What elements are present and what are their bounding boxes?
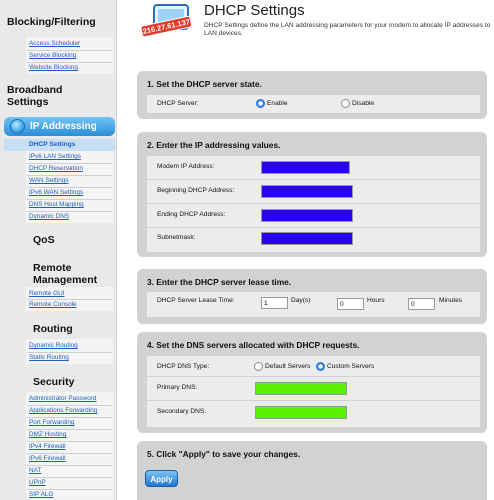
divider — [27, 441, 112, 442]
dhcp-server-row — [147, 95, 480, 113]
section-title: 3. Enter the DHCP server lease time. — [147, 277, 292, 287]
sidebar-item-ipv6-lan-settings[interactable]: IPv6 LAN Settings — [29, 153, 81, 160]
sidebar — [0, 0, 117, 500]
sidebar-heading-security: Security — [33, 376, 75, 388]
sidebar-item-sip-alg[interactable]: SIP ALG — [29, 491, 54, 498]
divider — [147, 227, 480, 228]
sidebar-item-ipv4-firewall[interactable]: IPv4 Firewall — [29, 443, 66, 450]
sidebar-item-administrator-password[interactable]: Administrator Password — [29, 395, 97, 402]
sidebar-item-dns-host-mapping[interactable]: DNS Host Mapping — [29, 201, 84, 208]
section-title: 4. Set the DNS servers allocated with DHCP requests. — [147, 340, 360, 350]
secondary-dns-input[interactable] — [255, 406, 347, 419]
sidebar-item-remote-console[interactable]: Remote Console — [29, 301, 77, 308]
divider — [27, 175, 112, 176]
sidebar-item-dmz-hosting[interactable]: DMZ Hosting — [29, 431, 67, 438]
dhcp-server-label: DHCP Server: — [157, 100, 199, 107]
lease-days-input[interactable] — [261, 297, 288, 309]
modem-ip-label: Modem IP Address: — [157, 163, 215, 170]
section-addressing — [137, 132, 487, 257]
dns-type-label: DHCP DNS Type: — [157, 363, 210, 370]
sidebar-item-label: DHCP Settings — [29, 141, 76, 148]
default-servers-label[interactable]: Default Servers — [265, 363, 311, 370]
days-unit-label: Day(s) — [291, 297, 311, 304]
divider — [147, 203, 480, 204]
sidebar-tab-ip-addressing[interactable] — [4, 117, 115, 136]
dhcp-logo-icon — [140, 3, 194, 41]
sidebar-item-wan-settings[interactable]: WAN Settings — [29, 177, 69, 184]
divider — [27, 429, 112, 430]
ending-dhcp-input[interactable] — [261, 209, 353, 222]
section-dns-servers — [137, 332, 487, 433]
subnetmask-input[interactable] — [261, 232, 353, 245]
section-lease-time — [137, 269, 487, 324]
modem-ip-input[interactable] — [261, 161, 350, 174]
divider — [27, 50, 112, 51]
page-description: DHCP Settings define the LAN addressing parameters for your modem to allocate IP addresses to LAN devices. — [204, 22, 491, 37]
section-title: 1. Set the DHCP server state. — [147, 79, 262, 89]
sidebar-heading-routing: Routing — [33, 323, 73, 335]
enable-radio[interactable] — [256, 99, 265, 108]
divider — [27, 187, 112, 188]
sidebar-item-port-forwarding[interactable]: Port Forwarding — [29, 419, 75, 426]
sidebar-heading-broadband[interactable]: Broadband Settings — [7, 84, 63, 108]
divider — [27, 477, 112, 478]
disable-radio[interactable] — [341, 99, 350, 108]
beginning-dhcp-input[interactable] — [261, 185, 353, 198]
divider — [27, 199, 112, 200]
dns-rows — [147, 356, 480, 427]
sidebar-item-ipv6-firewall[interactable]: IPv6 Firewall — [29, 455, 66, 462]
sidebar-item-applications-forwarding[interactable]: Applications Forwarding — [29, 407, 98, 414]
sidebar-item-remote-gui[interactable]: Remote GUI — [29, 290, 65, 297]
divider — [27, 489, 112, 490]
lease-time-row — [147, 292, 480, 317]
divider — [147, 376, 480, 377]
divider — [27, 62, 112, 63]
primary-dns-input[interactable] — [255, 382, 347, 395]
sidebar-item-website-blocking[interactable]: Website Blocking — [29, 64, 78, 71]
sidebar-item-access-scheduler[interactable]: Access Scheduler — [29, 40, 81, 47]
sidebar-heading-qos[interactable]: QoS — [33, 234, 55, 246]
hours-unit-label: Hours — [367, 297, 385, 304]
sidebar-item-dynamic-dns[interactable]: Dynamic DNS — [29, 213, 70, 220]
page-title: DHCP Settings — [204, 2, 305, 19]
disable-label[interactable]: Disable — [352, 100, 374, 107]
subnetmask-label: Subnetmask: — [157, 234, 196, 241]
divider — [27, 163, 112, 164]
sidebar-item-nat[interactable]: NAT — [29, 467, 42, 474]
primary-dns-label: Primary DNS: — [157, 384, 198, 391]
divider — [27, 299, 112, 300]
divider — [27, 465, 112, 466]
divider — [27, 352, 112, 353]
divider — [27, 453, 112, 454]
custom-servers-label[interactable]: Custom Servers — [327, 363, 375, 370]
sidebar-item-dhcp-reservation[interactable]: DHCP Reservation — [29, 165, 83, 172]
logo-text: 216.27.61.137 — [141, 17, 191, 36]
apply-button[interactable]: Apply — [145, 470, 178, 487]
section-apply — [137, 441, 487, 500]
beginning-dhcp-label: Beginning DHCP Address: — [157, 187, 235, 194]
sidebar-tab-label: IP Addressing — [30, 121, 97, 132]
sidebar-item-dhcp-settings[interactable] — [4, 139, 115, 151]
addressing-rows — [147, 156, 480, 252]
divider — [27, 211, 112, 212]
default-servers-radio[interactable] — [254, 362, 263, 371]
divider — [147, 179, 480, 180]
sidebar-heading-remote: Remote Management — [33, 262, 98, 286]
sidebar-heading-blocking: Blocking/Filtering — [7, 16, 96, 28]
ending-dhcp-label: Ending DHCP Address: — [157, 211, 226, 218]
divider — [27, 417, 112, 418]
section-title: 2. Enter the IP addressing values. — [147, 140, 281, 150]
sidebar-item-upnp[interactable]: UPnP — [29, 479, 46, 486]
section-title: 5. Click "Apply" to save your changes. — [147, 449, 301, 459]
sidebar-item-dynamic-routing[interactable]: Dynamic Routing — [29, 342, 78, 349]
divider — [27, 405, 112, 406]
lease-time-label: DHCP Server Lease Time: — [157, 297, 235, 304]
minutes-unit-label: Minutes — [439, 297, 463, 304]
divider — [147, 400, 480, 401]
enable-label[interactable]: Enable — [267, 100, 288, 107]
lease-minutes-input[interactable] — [408, 298, 435, 310]
lease-hours-input[interactable] — [337, 298, 364, 310]
globe-icon — [10, 119, 25, 134]
custom-servers-radio[interactable] — [316, 362, 325, 371]
sidebar-item-static-routing[interactable]: Static Routing — [29, 354, 69, 361]
secondary-dns-label: Secondary DNS: — [157, 408, 207, 415]
sidebar-item-ipv6-wan-settings[interactable]: IPv6 WAN Settings — [29, 189, 84, 196]
sidebar-item-service-blocking[interactable]: Service Blocking — [29, 52, 77, 59]
section-server-state — [137, 71, 487, 119]
